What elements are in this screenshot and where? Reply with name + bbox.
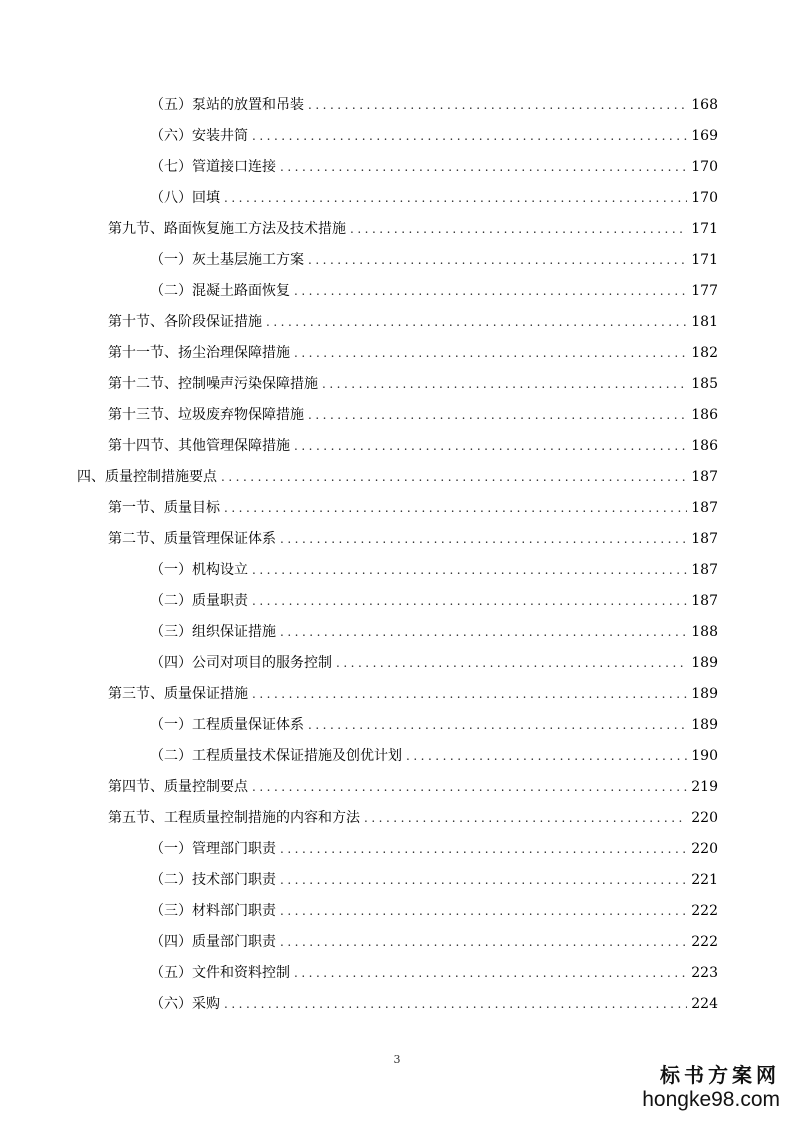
toc-dot-leader (308, 716, 687, 734)
toc-entry-page-number: 181 (691, 313, 718, 330)
toc-entry-title: （二）质量职责 (150, 592, 248, 609)
toc-entry-title: 第五节、工程质量控制措施的内容和方法 (108, 809, 360, 826)
toc-entry-title: 第四节、质量控制要点 (108, 778, 248, 795)
toc-entry-title: 第十一节、扬尘治理保障措施 (108, 344, 290, 361)
toc-entry-page-number: 189 (691, 685, 718, 702)
toc-entry[interactable] (0, 554, 794, 585)
toc-entry-title: （七）管道接口连接 (150, 158, 276, 175)
toc-entry-page-number: 220 (691, 809, 718, 826)
toc-entry-title: 第九节、路面恢复施工方法及技术措施 (108, 220, 346, 237)
toc-dot-leader (280, 158, 687, 176)
toc-entry-page-number: 224 (691, 995, 718, 1012)
toc-dot-leader (252, 778, 687, 796)
site-watermark-logo (580, 1064, 780, 1112)
toc-entry-page-number: 187 (691, 530, 718, 547)
toc-entry[interactable] (0, 337, 794, 368)
toc-dot-leader (308, 96, 687, 114)
watermark-chinese-text: 标书方案网 (660, 1065, 780, 1087)
toc-dot-leader (294, 344, 687, 362)
toc-entry[interactable] (0, 89, 794, 120)
toc-entry-title: （五）泵站的放置和吊装 (150, 96, 304, 113)
toc-entry-title: 四、质量控制措施要点 (77, 468, 217, 485)
toc-entry-title: （八）回填 (150, 189, 220, 206)
toc-dot-leader (294, 282, 687, 300)
toc-entry[interactable] (0, 399, 794, 430)
toc-entry-page-number: 182 (691, 344, 718, 361)
toc-dot-leader (350, 220, 687, 238)
toc-entry-page-number: 171 (691, 220, 718, 237)
toc-dot-leader (322, 375, 687, 393)
toc-entry-title: 第十节、各阶段保证措施 (108, 313, 262, 330)
toc-dot-leader (336, 654, 687, 672)
toc-entry[interactable] (0, 740, 794, 771)
toc-entry-title: （四）公司对项目的服务控制 (150, 654, 332, 671)
toc-entry[interactable] (0, 895, 794, 926)
toc-entry-page-number: 186 (691, 437, 718, 454)
toc-entry[interactable] (0, 213, 794, 244)
toc-entry-page-number: 222 (691, 933, 718, 950)
toc-dot-leader (308, 406, 687, 424)
toc-entry-title: （一）工程质量保证体系 (150, 716, 304, 733)
toc-entry[interactable] (0, 988, 794, 1019)
toc-entry-title: （六）采购 (150, 995, 220, 1012)
toc-entry[interactable] (0, 957, 794, 988)
toc-entry-title: （二）混凝土路面恢复 (150, 282, 290, 299)
toc-entry[interactable] (0, 802, 794, 833)
toc-dot-leader (308, 251, 687, 269)
toc-entry[interactable] (0, 275, 794, 306)
toc-dot-leader (280, 933, 687, 951)
toc-entry-title: （三）组织保证措施 (150, 623, 276, 640)
toc-entry[interactable] (0, 523, 794, 554)
toc-entry-title: （五）文件和资料控制 (150, 964, 290, 981)
toc-entry-title: （四）质量部门职责 (150, 933, 276, 950)
toc-entry[interactable] (0, 709, 794, 740)
toc-dot-leader (252, 127, 687, 145)
toc-entry-title: （六）安装井筒 (150, 127, 248, 144)
toc-entry[interactable] (0, 368, 794, 399)
toc-entry-title: （二）工程质量技术保证措施及创优计划 (150, 747, 402, 764)
toc-entry[interactable] (0, 120, 794, 151)
toc-entry-title: 第一节、质量目标 (108, 499, 220, 516)
toc-entry-title: 第三节、质量保证措施 (108, 685, 248, 702)
toc-entry[interactable] (0, 461, 794, 492)
toc-entry-page-number: 189 (691, 654, 718, 671)
toc-entry-title: （三）材料部门职责 (150, 902, 276, 919)
toc-entry-title: 第二节、质量管理保证体系 (108, 530, 276, 547)
toc-entry-page-number: 187 (691, 561, 718, 578)
toc-entry-title: 第十四节、其他管理保障措施 (108, 437, 290, 454)
toc-entry-page-number: 186 (691, 406, 718, 423)
toc-entry[interactable] (0, 585, 794, 616)
toc-entry[interactable] (0, 616, 794, 647)
toc-entry[interactable] (0, 151, 794, 182)
toc-entry-page-number: 187 (691, 592, 718, 609)
toc-entry[interactable] (0, 864, 794, 895)
toc-dot-leader (252, 685, 687, 703)
toc-dot-leader (294, 964, 687, 982)
toc-entry-page-number: 219 (691, 778, 718, 795)
toc-entry-title: （一）机构设立 (150, 561, 248, 578)
toc-dot-leader (280, 530, 687, 548)
toc-entry-page-number: 220 (691, 840, 718, 857)
toc-entry-title: （一）管理部门职责 (150, 840, 276, 857)
toc-entry-page-number: 171 (691, 251, 718, 268)
toc-entry-page-number: 221 (691, 871, 718, 888)
toc-entry-title: （二）技术部门职责 (150, 871, 276, 888)
toc-dot-leader (221, 468, 687, 486)
table-of-contents (0, 89, 794, 1019)
toc-entry-page-number: 169 (691, 127, 718, 144)
toc-entry-title: （一）灰土基层施工方案 (150, 251, 304, 268)
toc-entry-page-number: 170 (691, 189, 718, 206)
toc-entry[interactable] (0, 678, 794, 709)
toc-dot-leader (294, 437, 687, 455)
toc-dot-leader (224, 189, 687, 207)
toc-entry[interactable] (0, 430, 794, 461)
toc-entry-page-number: 168 (691, 96, 718, 113)
toc-entry[interactable] (0, 244, 794, 275)
toc-entry[interactable] (0, 306, 794, 337)
toc-dot-leader (224, 499, 687, 517)
toc-entry-page-number: 185 (691, 375, 718, 392)
toc-dot-leader (280, 840, 687, 858)
toc-dot-leader (252, 592, 687, 610)
toc-entry-page-number: 223 (691, 964, 718, 981)
toc-entry-page-number: 188 (691, 623, 718, 640)
toc-entry-title: 第十三节、垃圾废弃物保障措施 (108, 406, 304, 423)
page-number: 3 (393, 1053, 401, 1066)
toc-dot-leader (280, 902, 687, 920)
toc-dot-leader (224, 995, 687, 1013)
toc-dot-leader (266, 313, 687, 331)
toc-entry-page-number: 222 (691, 902, 718, 919)
toc-entry[interactable] (0, 833, 794, 864)
toc-entry-page-number: 187 (691, 499, 718, 516)
toc-entry[interactable] (0, 492, 794, 523)
toc-entry-page-number: 187 (691, 468, 718, 485)
toc-dot-leader (364, 809, 687, 827)
toc-entry-page-number: 170 (691, 158, 718, 175)
toc-entry[interactable] (0, 926, 794, 957)
toc-dot-leader (252, 561, 687, 579)
toc-entry[interactable] (0, 182, 794, 213)
watermark-domain-text: hongke98.com (642, 1088, 780, 1111)
toc-entry-page-number: 190 (691, 747, 718, 764)
toc-dot-leader (406, 747, 687, 765)
toc-entry-page-number: 177 (691, 282, 718, 299)
toc-entry-title: 第十二节、控制噪声污染保障措施 (108, 375, 318, 392)
toc-entry[interactable] (0, 771, 794, 802)
toc-entry-page-number: 189 (691, 716, 718, 733)
toc-dot-leader (280, 871, 687, 889)
toc-dot-leader (280, 623, 687, 641)
toc-entry[interactable] (0, 647, 794, 678)
